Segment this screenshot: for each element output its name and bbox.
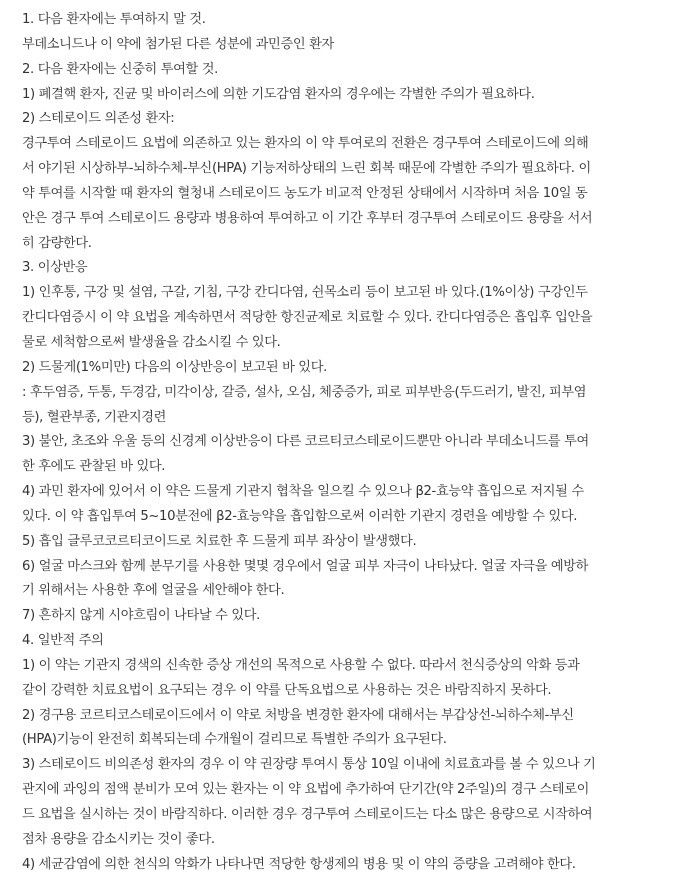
text-line: : 후두염증, 두통, 두경감, 미각이상, 갈증, 설사, 오심, 체중증가, 피로 피부반응(두드러기, 발진, 피부염	[22, 384, 587, 400]
text-line: 서 야기된 시상하부-뇌하수체-부신(HPA) 기능저하상태의 느린 회복 때문에 각별한 주의가 필요하다. 이	[22, 161, 591, 177]
text-line: 3) 불안, 초조와 우울 등의 신경계 이상반응이 다른 코르티코스테로이드뿐만 아니라 부데소니드를 투여	[22, 434, 589, 450]
text-line: 7) 흔하지 않게 시야흐림이 나타날 수 있다.	[22, 608, 260, 624]
text-line: 부데소니드나 이 약에 첨가된 다른 성분에 과민증인 환자	[22, 36, 334, 52]
text-line: 있다. 이 약 흡입투여 5~10분전에 β2-효능약을 흡입함으로써 이러한 기관지 경련을 예방할 수 있다.	[22, 508, 578, 524]
text-line: 안은 경구 투여 스테로이드 용량과 병용하여 투여하고 이 기간 후부터 경구투여 스테로이드 용량을 서서	[22, 210, 593, 226]
text-line: 1) 인후통, 구강 및 설염, 구갈, 기침, 구강 칸디다염, 쉰목소리 등이 보고된 바 있다.(1%이상) 구강인두	[22, 285, 588, 301]
text-line: 약 투여를 시작할 때 환자의 혈청내 스테로이드 농도가 비교적 안정된 상태에서 시작하며 처음 10일 동	[22, 185, 588, 201]
text-line: 6) 얼굴 마스크와 함께 분무기를 사용한 몇몇 경우에서 얼굴 피부 자극이 나타났다. 얼굴 자극을 예방하	[22, 558, 589, 574]
text-line: 3) 스테로이드 비의존성 환자의 경우 이 약 권장량 투여시 통상 10일 이내에 치료효과를 볼 수 있으나 기	[22, 757, 596, 773]
text-line: 4. 일반적 주의	[22, 633, 104, 649]
text-line: 물로 세척함으로써 발생율을 감소시킬 수 있다.	[22, 334, 281, 350]
text-line: 점차 용량을 감소시키는 것이 좋다.	[22, 831, 215, 847]
text-line: 칸디다염증시 이 약 요법을 계속하면서 적당한 항진균제로 치료할 수 있다. 칸디다염증은 흡입후 입안을	[22, 310, 593, 326]
text-line: 등), 혈관부종, 기관지경련	[22, 409, 167, 425]
text-line: 1) 이 약는 기관지 경색의 신속한 증상 개선의 목적으로 사용할 수 없다. 따라서 천식증상의 악화 등과	[22, 657, 580, 673]
text-line: 3. 이상반응	[22, 260, 88, 276]
text-line: 2) 드물게(1%미만) 다음의 이상반응이 보고된 바 있다.	[22, 359, 327, 375]
text-line: 관지에 과잉의 점액 분비가 모여 있는 환자는 이 약 요법에 추가하여 단기간(약 2주일)의 경구 스테로이	[22, 782, 589, 798]
text-line: 1) 폐결핵 환자, 진균 및 바이러스에 의한 기도감염 환자의 경우에는 각별한 주의가 필요하다.	[22, 86, 535, 102]
text-line: 2. 다음 환자에는 신중히 투여할 것.	[22, 61, 218, 77]
text-line: (HPA)기능이 완전히 회복되는데 수개월이 걸리므로 특별한 주의가 요구된다.	[22, 732, 447, 748]
text-line: 5) 흡입 글루코코르티코이드로 치료한 후 드물게 피부 좌상이 발생했다.	[22, 533, 417, 549]
text-line: 4) 세균감염에 의한 천식의 악화가 나타나면 적당한 항생제의 병용 및 이 약의 증량을 고려해야 한다.	[22, 856, 576, 872]
text-line: 같이 강력한 치료요법이 요구되는 경우 이 약를 단독요법으로 사용하는 것은 바람직하지 못하다.	[22, 682, 552, 698]
text-line: 2) 경구용 코르티코스테로이드에서 이 약로 처방을 변경한 환자에 대해서는 부갑상선-뇌하수체-부신	[22, 707, 574, 723]
text-line: 기 위해서는 사용한 후에 얼굴을 세안해야 한다.	[22, 583, 285, 599]
text-line: 경구투여 스테로이드 요법에 의존하고 있는 환자의 이 약 투여로의 전환은 경구투여 스테로이드에 의해	[22, 136, 589, 152]
text-line: 2) 스테로이드 의존성 환자:	[22, 111, 175, 127]
text-line: 4) 과민 환자에 있어서 이 약은 드물게 기관지 협착을 일으킬 수 있으나 β2-효능약 흡입으로 저지될 수	[22, 484, 584, 500]
text-line: 히 감량한다.	[22, 235, 92, 251]
document-body	[22, 8, 682, 878]
text-line: 1. 다음 환자에는 투여하지 말 것.	[22, 12, 206, 27]
text-line: 한 후에도 관찰된 바 있다.	[22, 459, 166, 475]
text-line: 드 요법을 실시하는 것이 바람직하다. 이러한 경우 경구투여 스테로이드는 다소 많은 용량으로 시작하여	[22, 807, 593, 822]
